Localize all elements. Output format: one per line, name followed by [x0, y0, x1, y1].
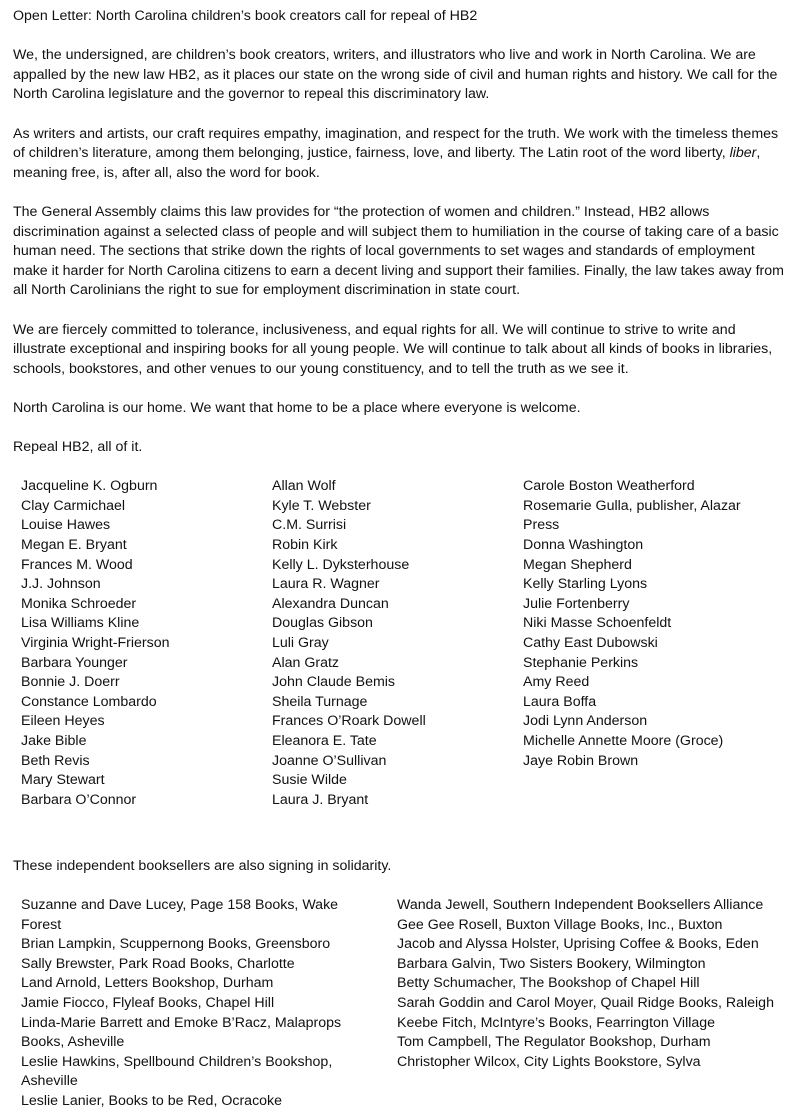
bookseller-entry: Tom Campbell, The Regulator Bookshop, Durham — [397, 1034, 711, 1051]
booksellers-grid — [13, 896, 788, 1116]
signatory-name: Beth Revis — [21, 752, 90, 769]
signatories-grid — [13, 477, 788, 837]
signatory-name: Megan Shepherd — [523, 556, 632, 573]
paragraph-craft — [13, 125, 788, 184]
booksellers-column-1 — [21, 896, 361, 1112]
signatory-name: John Claude Bemis — [272, 674, 396, 691]
signatory-name: Virginia Wright-Frierson — [21, 635, 170, 651]
signatory-name: Alexandra Duncan — [272, 595, 389, 612]
signatory-name: Mary Stewart — [21, 772, 105, 789]
signatory-name: Kelly L. Dyksterhouse — [272, 556, 410, 573]
signatory-name: C.M. Surrisi — [272, 517, 347, 534]
letter-title: Open Letter: North Carolina children’s book creators call for repeal of HB2 — [13, 8, 478, 24]
bookseller-entry: Leslie Hawkins, Spellbound Children’s Bookshop, Asheville — [21, 1053, 333, 1090]
signatory-name: Stephanie Perkins — [523, 654, 639, 671]
bookseller-entry: Sally Brewster, Park Road Books, Charlotte — [21, 955, 295, 972]
signatory-name: Julie Fortenberry — [523, 595, 630, 612]
bookseller-entry: Brian Lampkin, Scuppernong Books, Greensboro — [21, 936, 331, 953]
signatory-name: Kelly Starling Lyons — [523, 576, 648, 593]
signatory-name: Lisa Williams Kline — [21, 615, 140, 632]
signatory-name: Jacqueline K. Ogburn — [21, 478, 158, 495]
bookseller-entry: Suzanne and Dave Lucey, Page 158 Books, Wake Forest — [21, 897, 339, 933]
signatory-name: Louise Hawes — [21, 517, 111, 534]
signatory-name: Jaye Robin Brown — [523, 752, 639, 769]
bookseller-entry: Jacob and Alyssa Holster, Uprising Coffee & Books, Eden — [397, 936, 759, 953]
signatory-name: Joanne O’Sullivan — [272, 752, 387, 769]
signatory-name: Frances M. Wood — [21, 556, 133, 573]
paragraph-intro: We, the undersigned, are children’s book creators, writers, and illustrators who live and work in North Carolina. We are appalled by the new law HB2, as it places our state on the wrong side of civil and human rights and history. We call for the North Carolina legislature and the governor to repeal this discriminatory law. — [13, 47, 778, 103]
signatory-name: J.J. Johnson — [21, 576, 101, 593]
signatory-name: Amy Reed — [523, 674, 590, 691]
booksellers-column-2 — [397, 896, 792, 1072]
signatory-name: Michelle Annette Moore (Groce) — [523, 732, 724, 749]
signatory-name: Alan Gratz — [272, 654, 340, 671]
signatory-name: Barbara Younger — [21, 654, 128, 671]
signatories-column-3 — [523, 477, 763, 771]
signatory-name: Niki Masse Schoenfeldt — [523, 615, 672, 632]
booksellers-intro: These independent booksellers are also signing in solidarity. — [13, 857, 392, 874]
signatory-name: Monika Schroeder — [21, 595, 137, 612]
signatory-name: Clay Carmichael — [21, 497, 126, 514]
craft-text-before: As writers and artists, our craft requires empathy, imagination, and respect for the truth. We work with the timeless themes of children’s literature, among them belonging, justice, fairness, love, and liberty. The Latin root of the word liberty, — [13, 125, 779, 162]
craft-text-after: , meaning free, is, after all, also the word for book. — [13, 145, 761, 181]
signatory-name: Megan E. Bryant — [21, 537, 127, 554]
signatory-name: Allan Wolf — [272, 478, 336, 495]
signatory-name: Laura J. Bryant — [272, 791, 369, 808]
signatories-column-2 — [272, 477, 512, 810]
closing-home: North Carolina is our home. We want that home to be a place where everyone is welcome. — [13, 399, 581, 416]
signatory-name: Laura Boffa — [523, 693, 597, 710]
signatory-name: Luli Gray — [272, 635, 329, 651]
signatory-name: Laura R. Wagner — [272, 576, 380, 593]
bookseller-entry: Gee Gee Rosell, Buxton Village Books, Inc., Buxton — [397, 916, 723, 933]
bookseller-entry: Jamie Fiocco, Flyleaf Books, Chapel Hill — [21, 995, 275, 1011]
craft-emphasis: liber — [729, 145, 757, 162]
bookseller-entry: Linda-Marie Barrett and Emoke B’Racz, Malaprops Books, Asheville — [21, 1014, 342, 1051]
signatory-name: Donna Washington — [523, 537, 644, 554]
signatory-name: Constance Lombardo — [21, 693, 157, 710]
open-letter-page — [13, 7, 788, 1116]
bookseller-entry: Christopher Wilcox, City Lights Bookstore, Sylva — [397, 1053, 701, 1070]
signatory-name: Rosemarie Gulla, publisher, Alazar Press — [523, 497, 741, 534]
signatory-name: Eileen Heyes — [21, 713, 105, 730]
signatory-name: Frances O’Roark Dowell — [272, 713, 426, 730]
bookseller-entry: Land Arnold, Letters Bookshop, Durham — [21, 975, 274, 992]
signatory-name: Robin Kirk — [272, 537, 338, 554]
paragraph-commitment: We are fiercely committed to tolerance, inclusiveness, and equal rights for all. We will continue to strive to write and illustrate exceptional and inspiring books for all young people. We will continue to talk about all kinds of books in libraries, schools, bookstores, and other venues to our young constituency, and to tell the truth as we see it. — [13, 321, 773, 377]
signatories-column-1 — [21, 477, 261, 810]
bookseller-entry: Betty Schumacher, The Bookshop of Chapel Hill — [397, 975, 700, 992]
bookseller-entry: Wanda Jewell, Southern Independent Booksellers Alliance — [397, 897, 764, 914]
signatory-name: Carole Boston Weatherford — [523, 478, 695, 495]
signatory-name: Douglas Gibson — [272, 615, 373, 632]
signatory-name: Cathy East Dubowski — [523, 635, 658, 651]
signatory-name: Jake Bible — [21, 732, 87, 749]
paragraph-general-assembly: The General Assembly claims this law provides for “the protection of women and children.” Instead, HB2 allows discrimination against a selected class of people and will subject them to humiliation in the course of taking care of a basic human need. The sections that strike down the rights of local governments to set wages and standards of employment make it harder for North Carolina citizens to earn a decent living and support their families. Finally, the law takes away from all North Carolinians the right to sue for employment discrimination in state court. — [13, 203, 784, 299]
signatory-name: Jodi Lynn Anderson — [523, 713, 648, 730]
bookseller-entry: Sarah Goddin and Carol Moyer, Quail Ridge Books, Raleigh — [397, 995, 774, 1011]
closing-repeal: Repeal HB2, all of it. — [13, 439, 143, 456]
bookseller-entry: Leslie Lanier, Books to be Red, Ocracoke — [21, 1092, 283, 1109]
bookseller-entry: Keebe Fitch, McIntyre’s Books, Fearrington Village — [397, 1014, 716, 1031]
signatory-name: Kyle T. Webster — [272, 497, 371, 514]
signatory-name: Sheila Turnage — [272, 693, 368, 710]
signatory-name: Barbara O’Connor — [21, 791, 137, 808]
signatory-name: Eleanora E. Tate — [272, 732, 377, 749]
signatory-name: Susie Wilde — [272, 772, 347, 789]
bookseller-entry: Barbara Galvin, Two Sisters Bookery, Wilmington — [397, 955, 706, 972]
signatory-name: Bonnie J. Doerr — [21, 674, 120, 691]
